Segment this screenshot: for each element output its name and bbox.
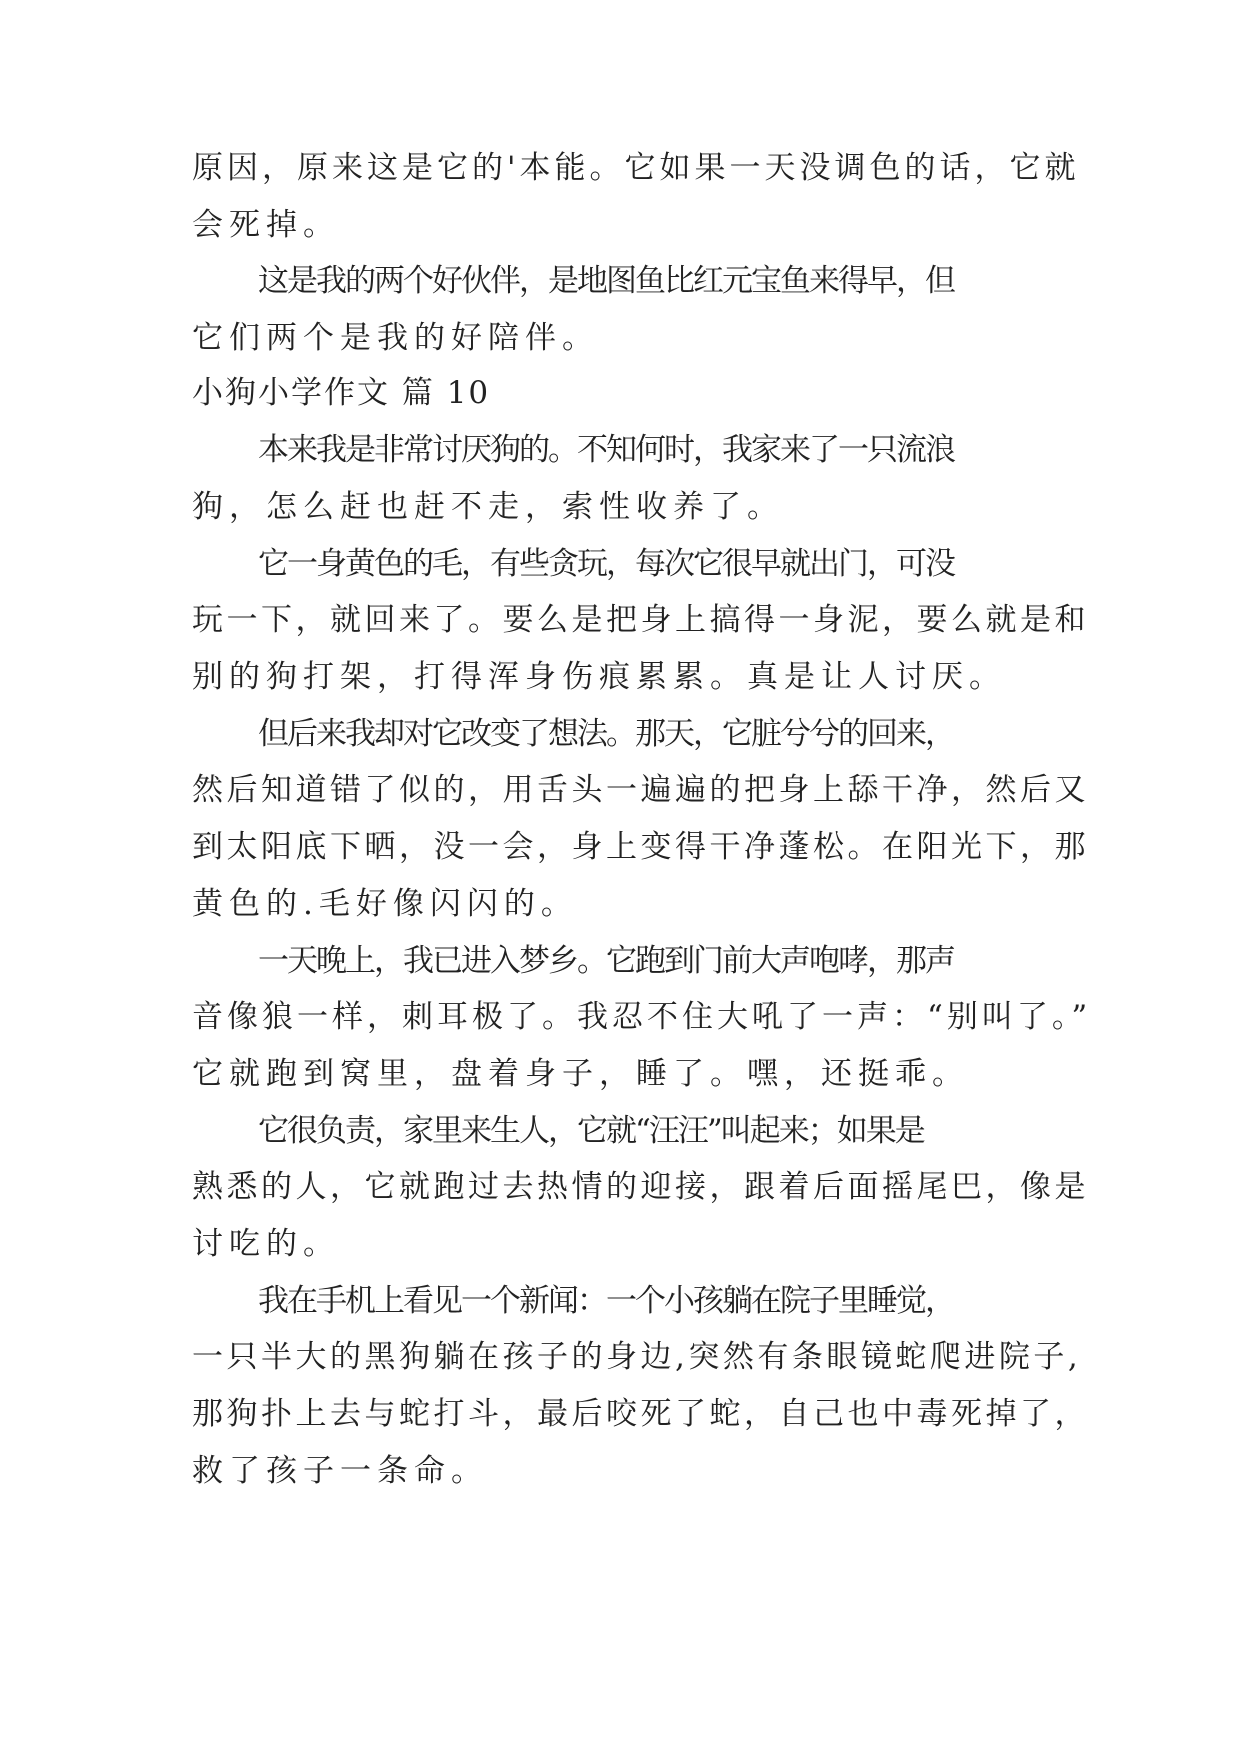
text-line: 那狗扑上去与蛇打斗，最后咬死了蛇，自己也中毒死掉了， — [192, 1396, 1089, 1432]
text-line: 它就跑到窝里，盘着身子，睡了。嘿，还挺乖。 — [192, 1056, 969, 1092]
text-line: 到太阳底下晒，没一会，身上变得干净蓬松。在阳光下，那 — [192, 829, 1089, 865]
text-line: 它一身黄色的毛，有些贪玩，每次它很早就出门，可没 — [258, 546, 954, 582]
section-heading: 小狗小学作文 篇 10 — [192, 375, 491, 411]
text-line: 讨吃的。 — [192, 1226, 340, 1262]
text-line: 熟悉的人，它就跑过去热情的迎接，跟着后面摇尾巴，像是 — [192, 1169, 1089, 1205]
text-line: 原因，原来这是它的'本能。它如果一天没调色的话，它就 — [192, 150, 1080, 186]
text-line: 救了孩子一条命。 — [192, 1453, 488, 1489]
text-line: 它很负责，家里来生人，它就“汪汪”叫起来；如果是 — [258, 1113, 924, 1149]
text-line: 这是我的两个好伙伴，是地图鱼比红元宝鱼来得早，但 — [258, 263, 954, 299]
text-line: 别的狗打架，打得浑身伤痕累累。真是让人讨厌。 — [192, 659, 1006, 695]
text-line: 我在手机上看见一个新闻：一个小孩躺在院子里睡觉， — [258, 1283, 954, 1319]
text-line: 玩一下，就回来了。要么是把身上搞得一身泥，要么就是和 — [192, 602, 1089, 638]
text-line: 会死掉。 — [192, 207, 340, 243]
text-line: 一天晚上，我已进入梦乡。它跑到门前大声咆哮，那声 — [258, 943, 954, 979]
text-line: 音像狼一样，刺耳极了。我忍不住大吼了一声：“别叫了。” — [192, 999, 1092, 1035]
text-line: 本来我是非常讨厌狗的。不知何时，我家来了一只流浪 — [258, 432, 954, 468]
text-line: 一只半大的黑狗躺在孩子的身边,突然有条眼镜蛇爬进院子, — [192, 1339, 1082, 1375]
text-line: 它们两个是我的好陪伴。 — [192, 320, 599, 356]
text-line: 然后知道错了似的，用舌头一遍遍的把身上舔干净，然后又 — [192, 772, 1089, 808]
text-line: 黄色的.毛好像闪闪的。 — [192, 886, 578, 922]
text-line: 狗，怎么赶也赶不走，索性收养了。 — [192, 489, 784, 525]
text-line: 但后来我却对它改变了想法。那天，它脏兮兮的回来， — [258, 716, 954, 752]
